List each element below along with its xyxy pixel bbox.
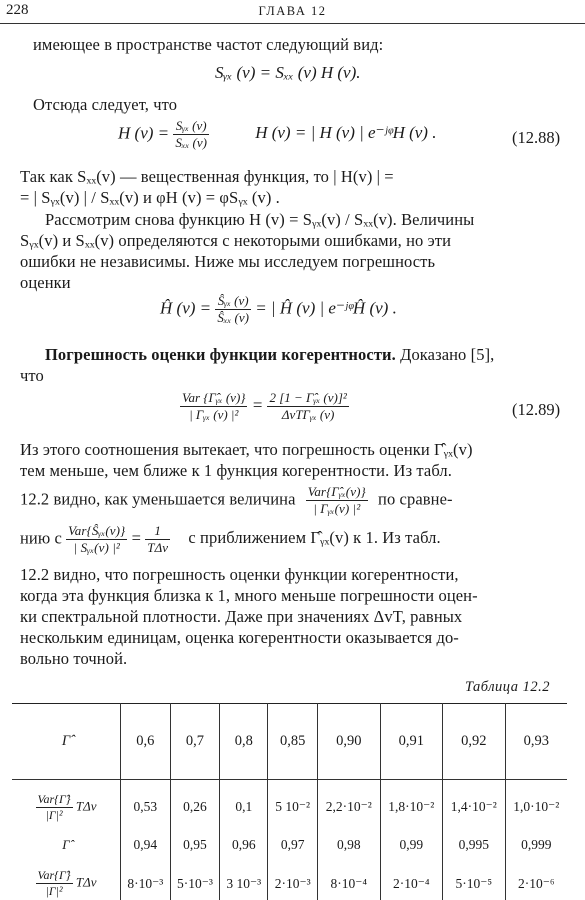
table-cell: 1,0·10⁻² xyxy=(505,780,567,835)
denominator: Sₓₓ (v) xyxy=(175,135,207,150)
equation xyxy=(160,293,397,326)
table-cell: 0,6 xyxy=(121,704,171,780)
text-line: тем меньше, чем ближе к 1 функция когерентности. Из табл. xyxy=(20,461,452,480)
text-line: Sᵧₓ(v) и Sₓₓ(v) определяются с некоторыми ошибками, но эти xyxy=(20,231,452,250)
row-label: Γ̂ xyxy=(12,704,121,780)
denominator: ΔvTΓᵧₓ (v) xyxy=(281,407,335,422)
fraction xyxy=(180,390,247,423)
table-cell: 8·10⁻⁴ xyxy=(318,856,381,900)
numerator: Var{Ŝᵧₓ(v)} xyxy=(68,523,126,538)
text-line: что xyxy=(20,366,44,385)
text-fragment: нию с xyxy=(20,528,62,548)
table-row xyxy=(12,834,567,856)
table-cell: 0,96 xyxy=(220,834,268,856)
table-12-2 xyxy=(12,703,567,900)
table-cell: 3 10⁻³ xyxy=(220,856,268,900)
table-cell: 2,2·10⁻² xyxy=(318,780,381,835)
text-line: Из этого соотношения вытекает, что погрешность оценки Γ̂ᵧₓ(v) xyxy=(20,440,473,459)
text-line xyxy=(20,484,453,517)
table-cell: 0,7 xyxy=(170,704,220,780)
text-line: ошибки не независимы. Ниже мы исследуем погрешность xyxy=(20,252,436,271)
numerator: Var{Γ̂} xyxy=(37,868,71,882)
equals-sign: = xyxy=(131,528,141,548)
numerator: Var{Γ̂} xyxy=(37,791,71,806)
table-header-row xyxy=(12,704,567,780)
text-fragment: 12.2 видно, как уменьшается величина xyxy=(20,489,296,509)
numerator: Ŝᵧₓ (v) xyxy=(215,293,251,310)
running-header xyxy=(0,2,585,22)
table-cell: 0,85 xyxy=(268,704,318,780)
equals-sign: = xyxy=(251,395,264,415)
fraction xyxy=(145,523,170,556)
table-cell: 0,995 xyxy=(443,834,506,856)
numerator: 1 xyxy=(145,523,170,540)
numerator: Var {Γ̂ᵧₓ (v)} xyxy=(182,390,246,405)
table-cell: 5·10⁻⁵ xyxy=(443,856,506,900)
table-cell: 2·10⁻⁶ xyxy=(505,856,567,900)
equation-number: (12.88) xyxy=(512,128,561,147)
table-cell: 5 10⁻² xyxy=(268,780,318,835)
table-cell: 0,95 xyxy=(170,834,220,856)
table-cell: 0,97 xyxy=(268,834,318,856)
numerator: 2 [1 − Γ̂ᵧₓ (v)]² xyxy=(269,390,347,405)
eq-rhs: = | Ĥ (v) | e⁻ʲᵠĤ (v) . xyxy=(255,298,397,318)
text-line: Отсюда следует, что xyxy=(33,95,178,114)
fraction xyxy=(215,293,251,326)
fraction xyxy=(306,484,368,517)
eq-rhs: H (v) = | H (v) | e⁻ʲᵠH (v) . xyxy=(255,123,437,143)
chapter-title: ГЛАВА 12 xyxy=(258,4,327,18)
equation-12-89 xyxy=(180,390,349,423)
denominator: |Γ|² xyxy=(45,884,63,898)
table-cell: 0,91 xyxy=(380,704,443,780)
table-cell: 0,26 xyxy=(170,780,220,835)
table-cell: 2·10⁻⁴ xyxy=(380,856,443,900)
text-line: Так как Sₓₓ(v) — вещественная функция, то | H(v) | = xyxy=(20,167,394,186)
equation-12-88 xyxy=(118,118,436,151)
table-cell: 0,1 xyxy=(220,780,268,835)
table-cell: 0,90 xyxy=(318,704,381,780)
text-line: имеющее в пространстве частот следующий вид: xyxy=(33,35,384,54)
fraction xyxy=(36,868,73,899)
table-cell: 1,4·10⁻² xyxy=(443,780,506,835)
equation: Sᵧₓ (v) = Sₓₓ (v) H (v). xyxy=(215,63,361,82)
eq-lhs: H (v) = xyxy=(118,123,170,143)
table-cell: 8·10⁻³ xyxy=(121,856,171,900)
text-line: когда эта функция близка к 1, много меньше погрешности оцен- xyxy=(20,586,478,605)
row-label: Γ̂ xyxy=(62,837,70,852)
label-suffix: TΔv xyxy=(75,797,97,813)
table-cell: 0,99 xyxy=(380,834,443,856)
table-cell: 0,94 xyxy=(121,834,171,856)
header-rule xyxy=(0,23,585,24)
text-line xyxy=(20,523,441,556)
equation-number: (12.89) xyxy=(512,400,561,419)
denominator: |Γ|² xyxy=(45,807,63,822)
denominator: | Γᵧₓ (v) |² xyxy=(189,407,239,422)
label-suffix: TΔv xyxy=(75,874,97,890)
text-line: нескольким единицам, оценка когерентности оказывается до- xyxy=(20,628,459,647)
table-cell: 0,92 xyxy=(443,704,506,780)
table-cell: 0,53 xyxy=(121,780,171,835)
text-line: Рассмотрим снова функцию H (v) = Sᵧₓ(v) / Sₓₓ(v). Величины xyxy=(45,210,475,229)
denominator: Ŝₓₓ (v) xyxy=(217,310,249,325)
table-cell: 0,98 xyxy=(318,834,381,856)
numerator: Var{Γ̂ᵧₓ(v)} xyxy=(307,484,366,499)
denominator: TΔv xyxy=(147,540,169,555)
page-number: 228 xyxy=(6,2,29,18)
table-caption: Таблица 12.2 xyxy=(465,679,550,695)
text-line xyxy=(45,345,494,365)
row-label xyxy=(12,856,121,900)
section-heading: Погрешность оценки функции когерентности. xyxy=(45,345,396,364)
text-fragment: с приближением Γ̂ᵧₓ(v) к 1. Из табл. xyxy=(188,528,441,548)
fraction xyxy=(267,390,348,423)
text-fragment: по сравне- xyxy=(378,489,453,509)
denominator: | Sᵧₓ(v) |² xyxy=(73,540,120,555)
text-line: 12.2 видно, что погрешность оценки функции когерентности, xyxy=(20,565,459,584)
table-cell: 0,999 xyxy=(505,834,567,856)
fraction xyxy=(173,118,209,151)
text-line: вольно точной. xyxy=(20,649,128,668)
row-label xyxy=(12,780,121,835)
eq-lhs: Ĥ (v) = xyxy=(160,298,212,318)
fraction xyxy=(36,792,73,823)
table-cell: 2·10⁻³ xyxy=(268,856,318,900)
table-cell: 5·10⁻³ xyxy=(170,856,220,900)
text-line: ки спектральной плотности. Даже при значениях ΔvT, равных xyxy=(20,607,463,626)
table-row xyxy=(12,780,567,835)
denominator: | Γᵧₓ(v) |² xyxy=(313,501,361,516)
text-line: оценки xyxy=(20,273,71,292)
table-cell: 0,8 xyxy=(220,704,268,780)
table-row xyxy=(12,856,567,900)
fraction xyxy=(66,523,127,556)
table-cell: 1,8·10⁻² xyxy=(380,780,443,835)
text-line: = | Sᵧₓ(v) | / Sₓₓ(v) и φH (v) = φSᵧₓ (v) . xyxy=(20,188,280,207)
numerator: Sᵧₓ (v) xyxy=(173,118,209,135)
table-cell: 0,93 xyxy=(505,704,567,780)
text-fragment: Доказано [5], xyxy=(395,345,495,364)
